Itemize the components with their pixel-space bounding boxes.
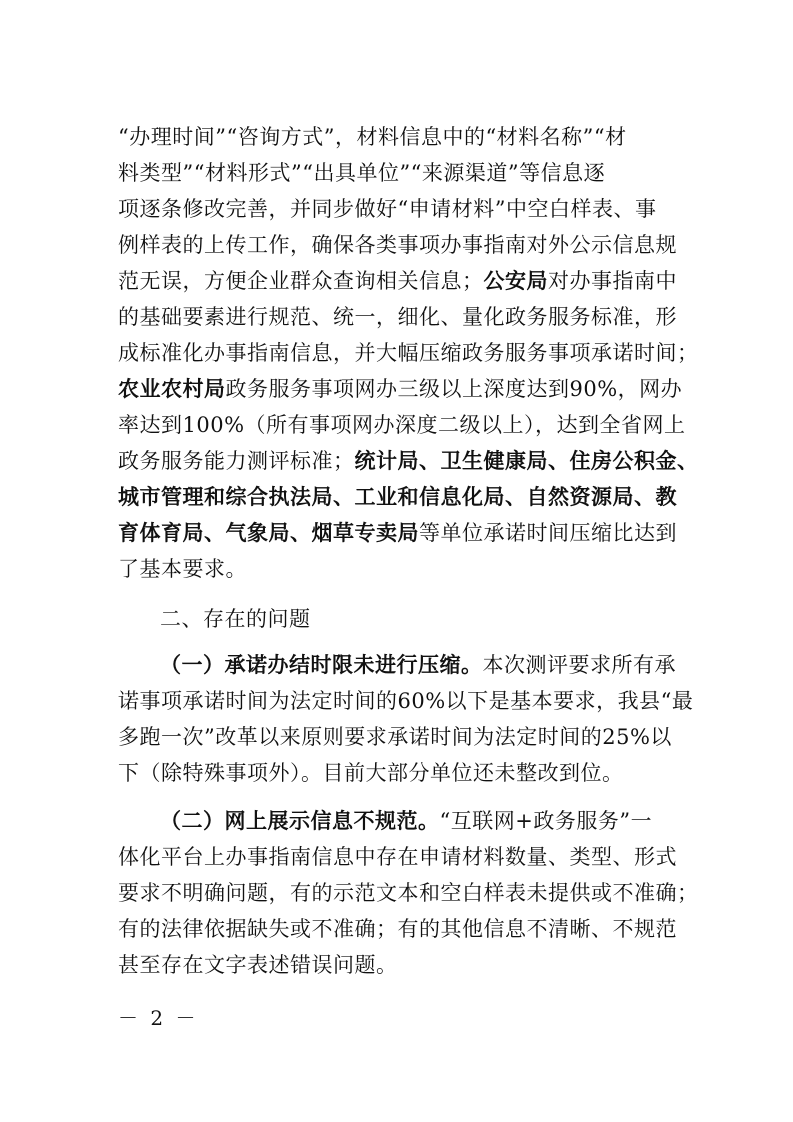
text-segment: 对办事指南中 xyxy=(548,269,677,293)
paragraph-line xyxy=(118,194,678,224)
subsection-title: （一）承诺办结时限未进行压缩。 xyxy=(160,653,483,677)
text-segment: 要求不明确问题，有的示范文本和空白样表未提供或不准确； xyxy=(118,881,699,905)
text-segment: 范无误，方便企业群众查询相关信息； xyxy=(118,269,484,293)
text-segment: 多跑一次”改革以来原则要求承诺时间为法定时间的25%以 xyxy=(118,725,672,749)
text-segment: 体化平台上办事指南信息中存在申请材料数量、类型、形式 xyxy=(118,845,677,869)
text-segment: 等单位承诺时间压缩比达到 xyxy=(419,521,677,545)
paragraph-line xyxy=(118,518,678,548)
text-segment: 下（除特殊事项外）。目前大部分单位还未整改到位。 xyxy=(118,761,624,785)
bold-agency-name: 公安局 xyxy=(483,269,548,293)
paragraph-line xyxy=(118,302,678,332)
text-segment: “办理时间”“咨询方式”，材料信息中的“材料名称”“材 xyxy=(118,125,627,149)
text-segment: 的基础要素进行规范、统一，细化、量化政务服务标准，形 xyxy=(118,305,677,329)
paragraph-line xyxy=(118,122,678,152)
paragraph-line xyxy=(118,554,678,584)
bold-agency-name: 统计局、卫生健康局、住房公积金、 xyxy=(354,449,699,473)
text-segment: 政务服务能力测评标准； xyxy=(118,449,355,473)
paragraph-line xyxy=(118,914,678,944)
text-segment: 料类型”“材料形式”“出具单位”“来源渠道”等信息逐 xyxy=(118,161,606,185)
paragraph-line xyxy=(160,806,680,836)
text-segment: 了基本要求。 xyxy=(118,557,247,581)
text-segment: 政务服务事项网办三级以上深度达到90%，网办 xyxy=(225,377,683,401)
paragraph-line xyxy=(118,230,678,260)
section-title: 二、存在的问题 xyxy=(160,607,311,631)
bold-agency-name: 育体育局、气象局、烟草专卖局 xyxy=(118,521,419,545)
paragraph-line xyxy=(118,686,694,716)
paragraph-line xyxy=(118,482,678,512)
paragraph-line xyxy=(118,842,678,872)
text-segment: 项逐条修改完善，并同步做好“申请材料”中空白样表、事 xyxy=(118,197,657,221)
paragraph-line xyxy=(118,266,678,296)
text-segment: 甚至存在文字表述错误问题。 xyxy=(118,953,398,977)
page-number: － 2 － xyxy=(118,1006,199,1030)
text-segment: 成标准化办事指南信息，并大幅压缩政务服务事项承诺时间； xyxy=(118,341,699,365)
bold-agency-name: 农业农村局 xyxy=(118,377,226,401)
paragraph-line xyxy=(118,338,699,368)
paragraph-line xyxy=(118,950,678,980)
text-segment: 例样表的上传工作，确保各类事项办事指南对外公示信息规 xyxy=(118,233,677,257)
paragraph-line xyxy=(118,722,678,752)
paragraph-line xyxy=(118,374,683,404)
paragraph-line xyxy=(160,650,680,680)
text-segment: 率达到100%（所有事项网办深度二级以上），达到全省网上 xyxy=(118,413,686,437)
subsection-title: （二）网上展示信息不规范。 xyxy=(160,809,440,833)
paragraph-line xyxy=(118,410,686,440)
paragraph-line xyxy=(118,446,699,476)
paragraph-line xyxy=(118,878,699,908)
section-heading xyxy=(160,604,311,634)
bold-agency-name: 城市管理和综合执法局、工业和信息化局、自然资源局、教 xyxy=(118,485,677,509)
paragraph-line xyxy=(118,158,678,188)
text-segment: 本次测评要求所有承 xyxy=(482,653,676,677)
text-segment: 诺事项承诺时间为法定时间的60%以下是基本要求，我县“最 xyxy=(118,689,694,713)
text-segment: “互联网+政务服务”一 xyxy=(439,809,653,833)
text-segment: 有的法律依据缺失或不准确；有的其他信息不清晰、不规范 xyxy=(118,917,677,941)
paragraph-line xyxy=(118,758,678,788)
